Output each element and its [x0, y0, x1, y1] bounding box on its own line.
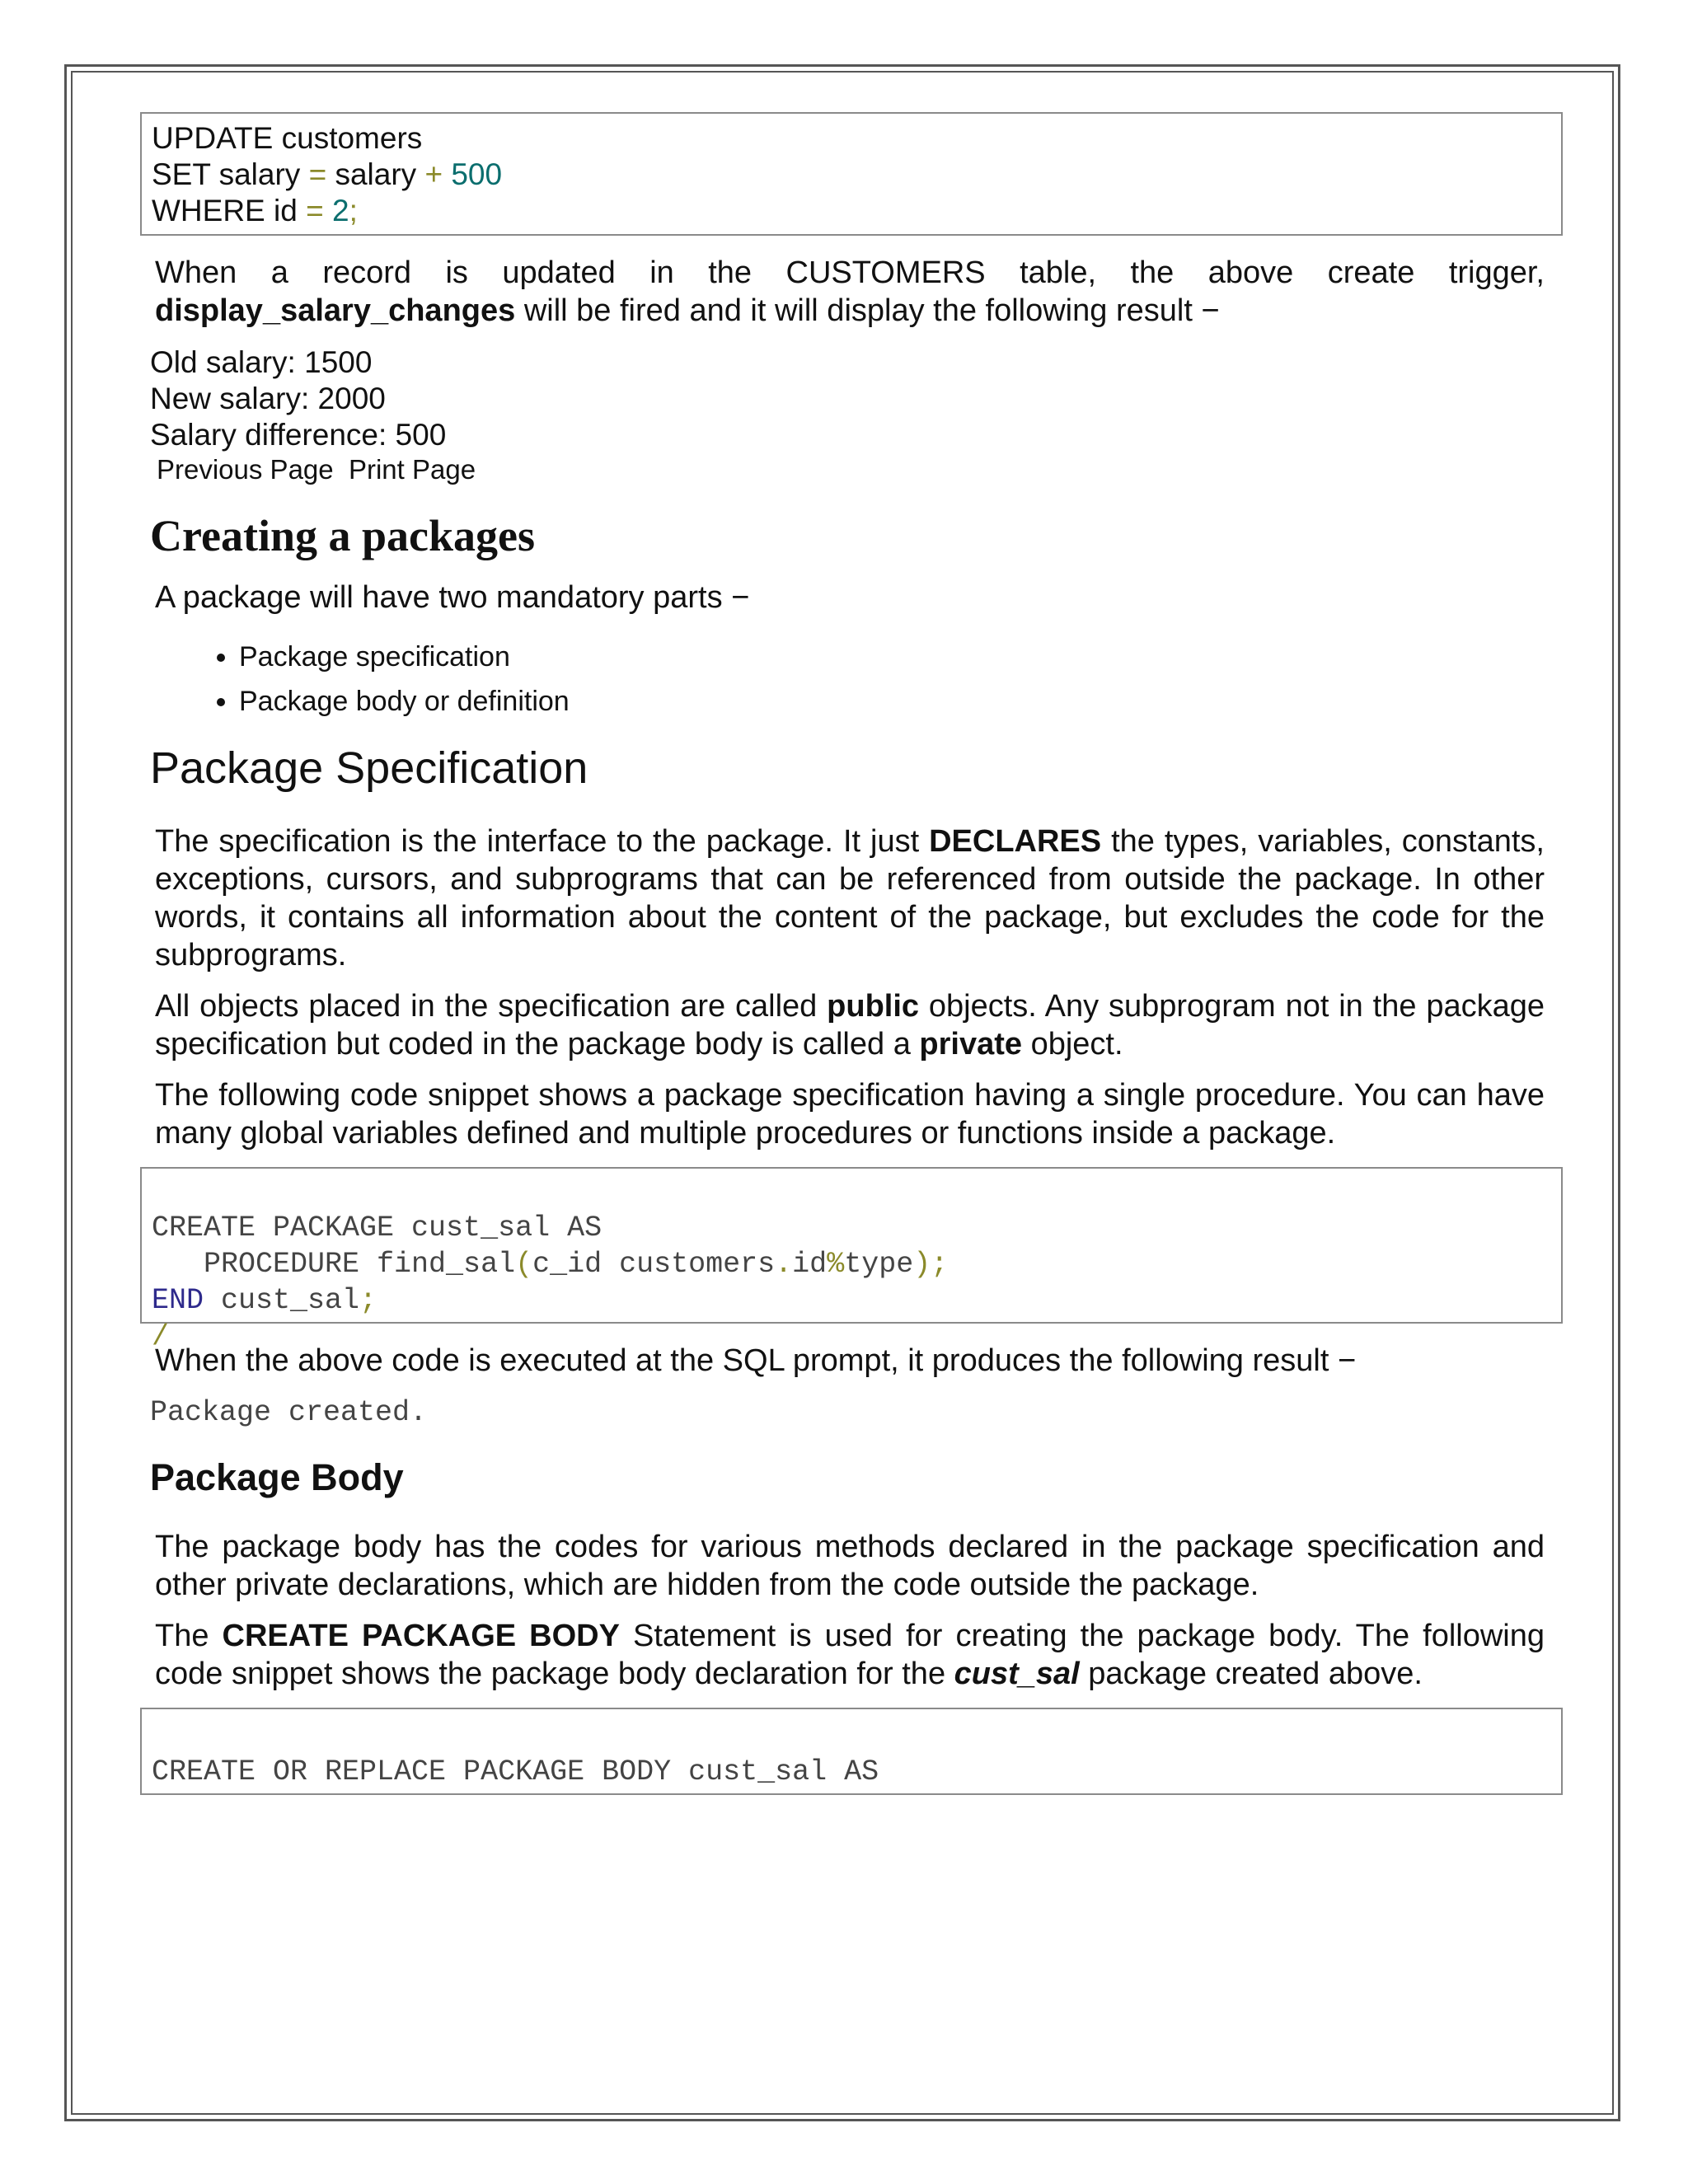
code-line: END cust_sal;: [152, 1284, 377, 1317]
heading-package-specification: Package Specification: [150, 743, 588, 793]
code-line: WHERE id = 2;: [152, 194, 358, 227]
list-item: • Package specification: [239, 635, 1563, 679]
spec-paragraph-2: All objects placed in the specification are called public objects. Any subprogram not in the package specification but coded in the package body is called a private object.: [155, 989, 1545, 1062]
body-paragraph-1: The package body has the codes for various methods declared in the package specification and other private declarations, which are hidden from the code outside the package.: [155, 1530, 1545, 1602]
heading-package-body: Package Body: [150, 1456, 404, 1498]
spec-paragraph-3: The following code snippet shows a package specification having a single procedure. You can have many global variables defined and multiple procedures or functions inside a package.: [155, 1078, 1545, 1151]
intro-paragraph: A package will have two mandatory parts −: [155, 580, 750, 615]
exec-paragraph: When the above code is executed at the SQL prompt, it produces the following result −: [155, 1343, 1357, 1378]
code-line: CREATE PACKAGE cust_sal AS: [152, 1212, 603, 1244]
list-item: • Package body or definition: [239, 679, 1563, 724]
output-line: Old salary: 1500: [150, 345, 373, 379]
code-line: UPDATE customers: [152, 121, 423, 155]
output-line: New salary: 2000: [150, 382, 386, 415]
trigger-output: [150, 344, 1563, 486]
trigger-paragraph: When a record is updated in the CUSTOMERS table, the above create trigger, display_salary_changes will be fired and it will display the following result −: [155, 255, 1545, 328]
code-line: CREATE OR REPLACE PACKAGE BODY cust_sal AS: [152, 1755, 879, 1788]
body-code-block: [140, 1708, 1563, 1795]
package-parts-list: [140, 635, 1563, 724]
spec-code-block: [140, 1167, 1563, 1353]
nav-links[interactable]: Previous Page Print Page: [157, 454, 476, 485]
spec-paragraph-1: The specification is the interface to the package. It just DECLARES the types, variables, constants, exceptions, cursors, and subprograms that can be referenced from outside the package. In other words, it contains all information about the content of the package, but excludes the code for the subprograms.: [155, 824, 1545, 972]
code-line: PROCEDURE find_sal(c_id customers.id%type);: [152, 1248, 949, 1281]
exec-output: Package created.: [150, 1396, 428, 1429]
output-line: Salary difference: 500: [150, 418, 447, 452]
document-content: [140, 112, 1563, 1795]
code-line: SET salary = salary + 500: [152, 157, 503, 191]
body-paragraph-2: The CREATE PACKAGE BODY Statement is used for creating the package body. The following code snippet shows the package body declaration for the cust_sal package created above.: [155, 1619, 1545, 1691]
code-line: /: [152, 1320, 170, 1353]
heading-creating-packages: Creating a packages: [150, 511, 535, 560]
update-code-block: [140, 112, 1563, 236]
